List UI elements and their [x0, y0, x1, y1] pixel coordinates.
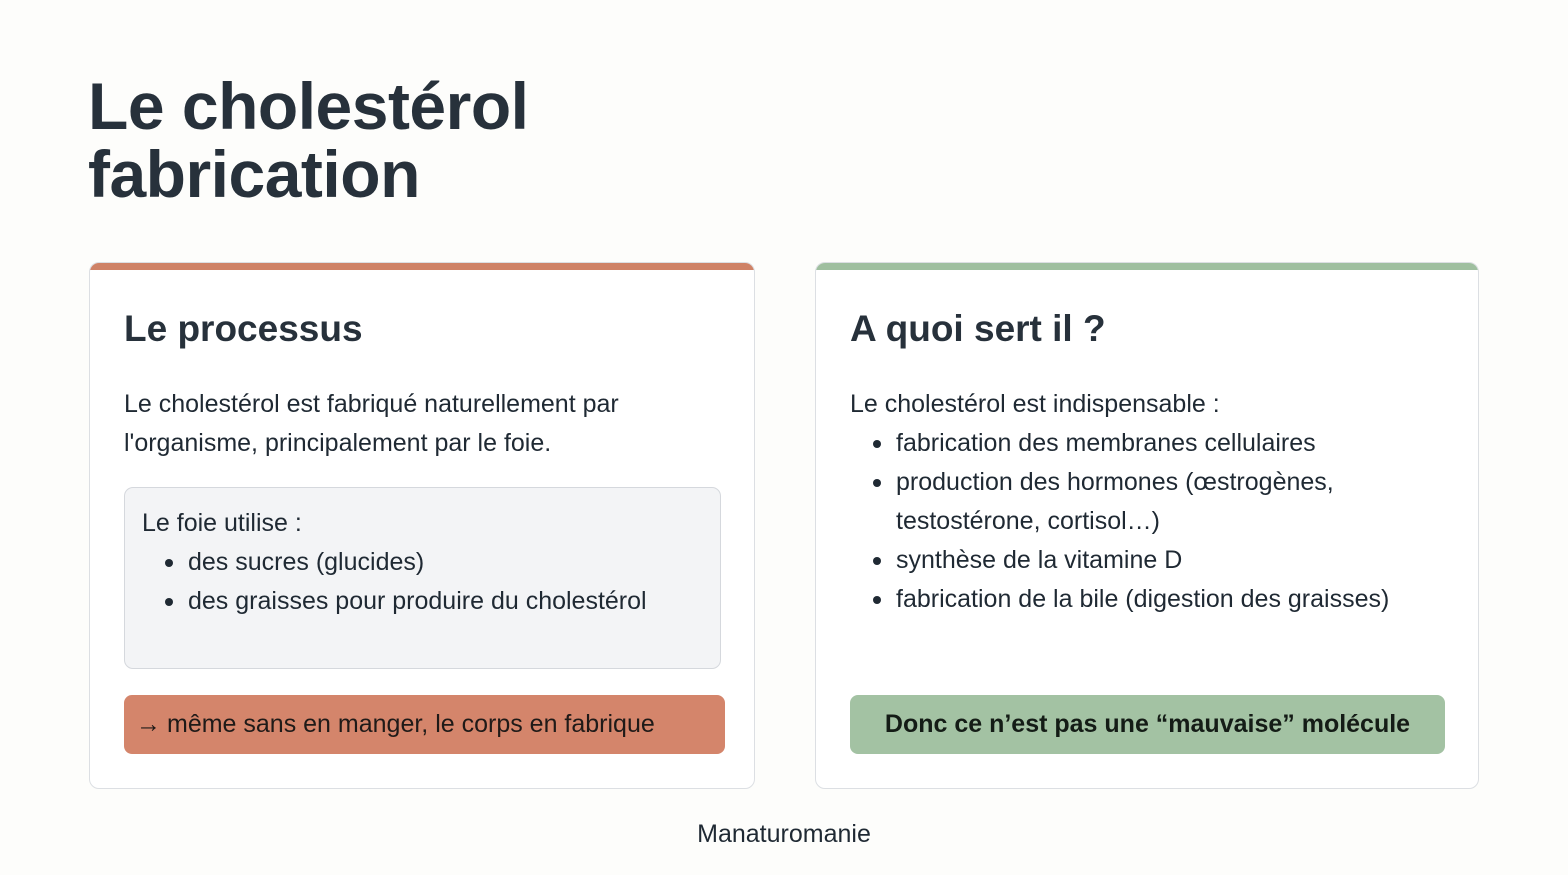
list-item-text: des graisses pour produire du cholestérol: [188, 587, 647, 615]
purpose-callout: [850, 695, 1445, 754]
process-callout: [124, 695, 725, 754]
list-item: [850, 541, 1450, 580]
title-line-1: Le cholestérol: [88, 69, 529, 143]
purpose-list-container: [850, 424, 1450, 619]
bullet-icon: [165, 559, 173, 567]
process-card: [89, 262, 755, 789]
liver-info-list: [142, 543, 720, 621]
arrow-right-icon: →: [136, 710, 161, 738]
process-card-accent-bar: [90, 263, 754, 270]
purpose-card-accent-bar: [816, 263, 1478, 270]
list-item-text: fabrication des membranes cellulaires: [896, 429, 1316, 457]
footer-brand: Manaturomanie: [697, 820, 871, 848]
list-item-text: des sucres (glucides): [188, 548, 425, 576]
list-item-text: synthèse de la vitamine D: [896, 546, 1183, 574]
list-item-text: fabrication de la bile (digestion des graisses): [896, 585, 1390, 613]
list-item: [142, 582, 720, 621]
purpose-callout-text: Donc ce n’est pas une “mauvaise” molécule: [884, 710, 1411, 738]
list-item-text: production des hormones (œstrogènes, testostérone, cortisol…): [896, 468, 1334, 535]
bullet-icon: [165, 598, 173, 606]
bullet-icon: [873, 440, 881, 448]
page-title: [88, 69, 529, 211]
liver-info-intro: Le foie utilise :: [142, 509, 302, 537]
purpose-card: [815, 262, 1479, 789]
title-line-2: fabrication: [88, 137, 420, 211]
process-card-heading: Le processus: [124, 308, 363, 349]
process-card-lead: Le cholestérol est fabriqué naturellement par l'organisme, principalement par le foie.: [124, 390, 619, 457]
list-item: [142, 543, 720, 582]
bullet-icon: [873, 557, 881, 565]
list-item: [850, 424, 1450, 463]
purpose-list: [850, 424, 1450, 619]
purpose-card-heading: A quoi sert il ?: [850, 308, 1106, 349]
list-item: [850, 580, 1450, 619]
list-item: [850, 463, 1450, 541]
bullet-icon: [873, 479, 881, 487]
liver-info-box: [124, 487, 721, 669]
process-callout-text: même sans en manger, le corps en fabrique: [167, 710, 655, 738]
purpose-card-lead: Le cholestérol est indispensable :: [850, 390, 1220, 418]
bullet-icon: [873, 596, 881, 604]
